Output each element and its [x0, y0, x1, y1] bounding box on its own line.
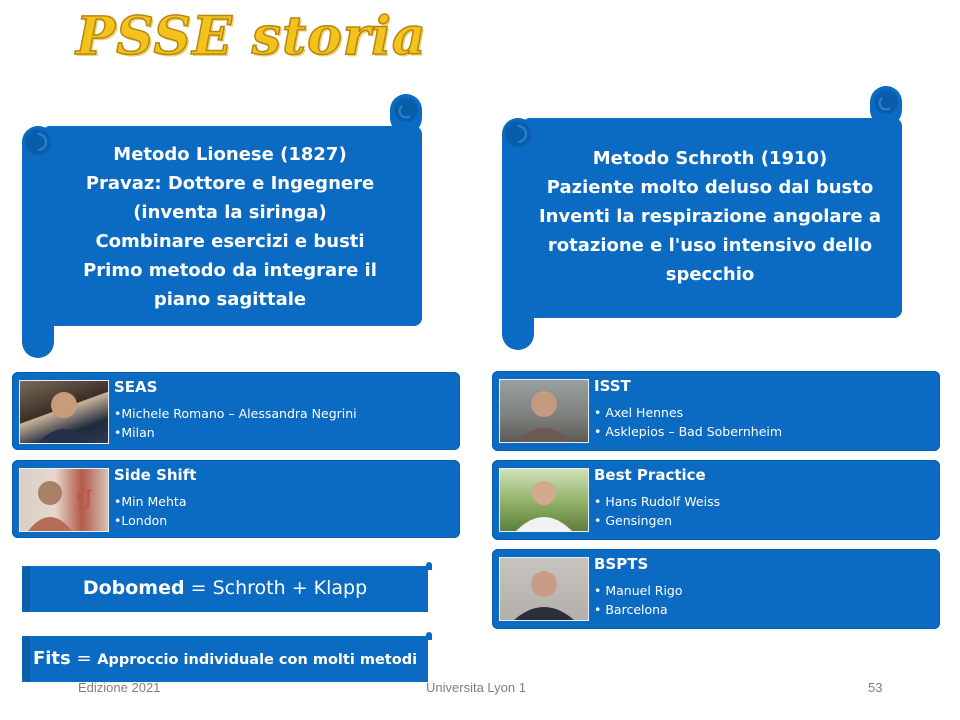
card-title: SEAS — [114, 378, 158, 396]
fits-equals: = — [70, 648, 98, 669]
list-item: • Hans Rudolf Weiss — [594, 494, 721, 509]
dobomed-formula: = Schroth + Klapp — [184, 577, 368, 599]
fits-text — [22, 648, 428, 669]
list-item: •Min Mehta — [114, 494, 187, 509]
person-silhouette-icon — [500, 380, 588, 442]
scroll-line: Paziente molto deluso dal busto — [546, 177, 874, 198]
scroll-text-right — [534, 144, 886, 289]
card-list — [114, 492, 187, 530]
portrait-photo — [19, 468, 109, 532]
scroll-line: Pravaz: Dottore e Ingegnere — [85, 173, 375, 194]
list-item: •Michele Romano – Alessandra Negrini — [114, 406, 357, 421]
scroll-text-left — [70, 140, 390, 314]
list-item: • Manuel Rigo — [594, 583, 683, 598]
person-silhouette-icon — [20, 469, 108, 531]
card-list — [594, 581, 683, 619]
scroll-line: (inventa la siringa) — [133, 202, 327, 223]
card-list — [594, 492, 720, 530]
list-item: • Asklepios – Bad Sobernheim — [594, 424, 783, 439]
card-title: Side Shift — [114, 466, 197, 484]
card-list — [114, 404, 357, 442]
method-card-best-practice — [492, 460, 940, 540]
list-item: • Axel Hennes — [594, 405, 684, 420]
method-card-seas — [12, 372, 460, 450]
portrait-photo — [499, 379, 589, 443]
list-item: • Gensingen — [594, 513, 673, 528]
scroll-line: Inventi la respirazione angolare a — [538, 206, 882, 227]
footer-institution: Universita Lyon 1 — [426, 680, 526, 695]
scroll-line: specchio — [665, 264, 755, 285]
fits-banner — [22, 636, 428, 682]
scroll-banner-left — [18, 94, 426, 362]
scroll-line: piano sagittale — [153, 289, 307, 310]
fits-description: Approccio individuale con molti metodi — [97, 652, 418, 668]
dobomed-text — [22, 577, 428, 599]
svg-text:g: g — [76, 480, 93, 510]
portrait-photo — [19, 380, 109, 444]
portrait-photo — [499, 557, 589, 621]
person-silhouette-icon — [500, 558, 588, 620]
banner-curl — [426, 632, 432, 640]
scroll-line: rotazione e l'uso intensivo dello — [547, 235, 873, 256]
method-card-bspts — [492, 549, 940, 629]
banner-curl — [426, 562, 432, 570]
list-item: •London — [114, 513, 168, 528]
scroll-banner-right — [498, 86, 906, 354]
footer-edition: Edizione 2021 — [78, 680, 161, 695]
card-title: BSPTS — [594, 555, 649, 573]
slide-title: PSSE storia — [76, 6, 427, 67]
scroll-line: Primo metodo da integrare il — [83, 260, 377, 281]
scroll-line: Metodo Schroth (1910) — [592, 148, 828, 169]
portrait-photo — [499, 468, 589, 532]
scroll-line: Metodo Lionese (1827) — [113, 144, 347, 165]
dobomed-banner — [22, 566, 428, 612]
person-silhouette-icon — [20, 381, 108, 443]
fits-label: Fits — [32, 648, 71, 669]
list-item: •Milan — [114, 425, 155, 440]
person-silhouette-icon — [500, 469, 588, 531]
dobomed-label: Dobomed — [82, 577, 185, 599]
method-card-isst — [492, 371, 940, 451]
card-title: ISST — [594, 377, 631, 395]
card-title: Best Practice — [594, 466, 706, 484]
list-item: • Barcelona — [594, 602, 668, 617]
footer-page-number: 53 — [868, 680, 883, 695]
card-list — [594, 403, 782, 441]
method-card-side-shift — [12, 460, 460, 538]
scroll-line: Combinare esercizi e busti — [95, 231, 365, 252]
